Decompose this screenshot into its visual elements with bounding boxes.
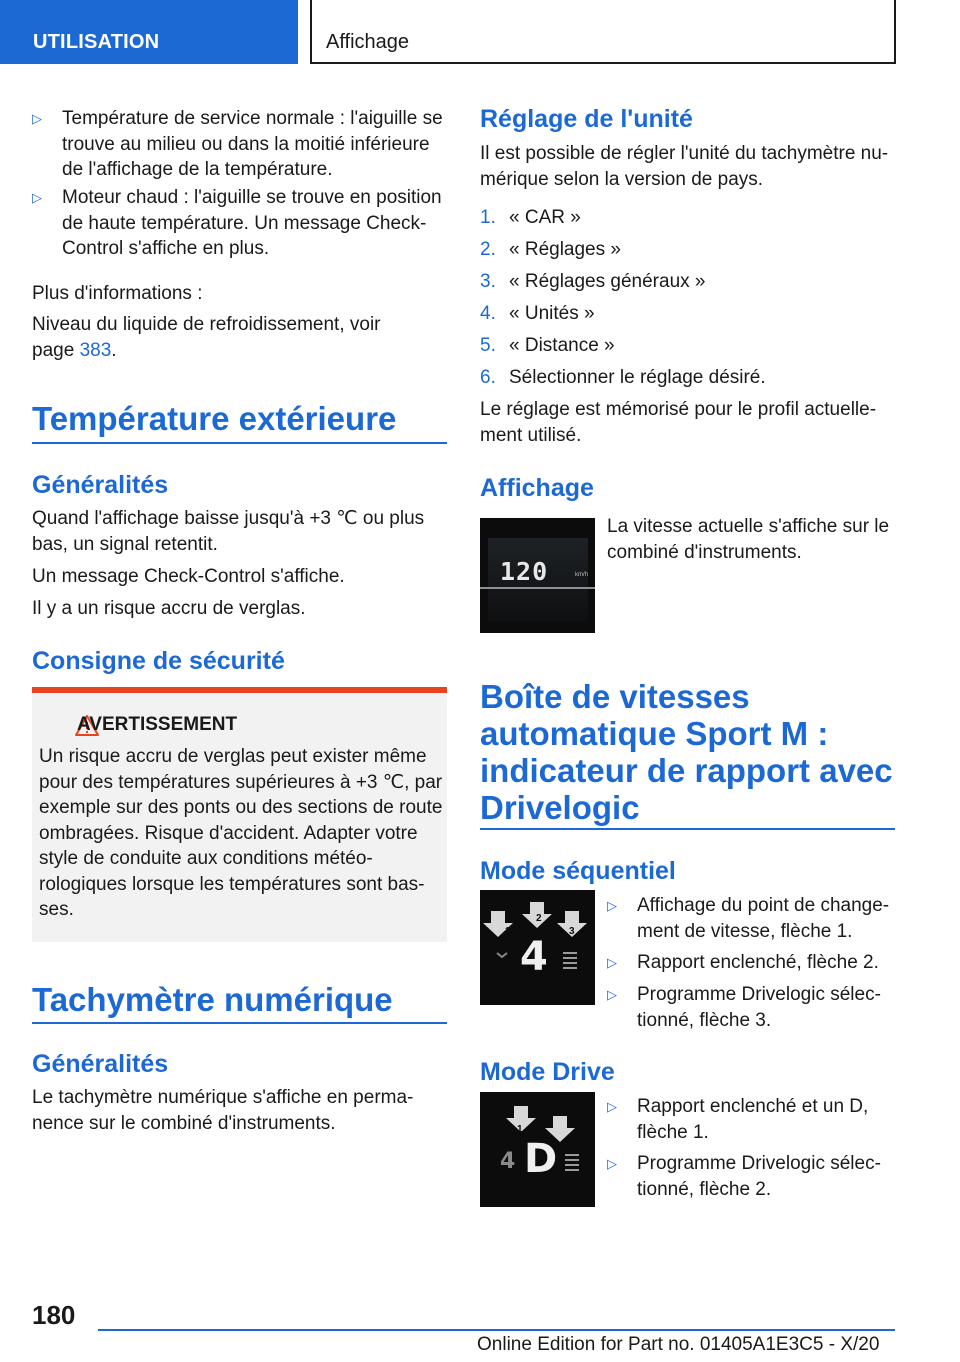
page-number: 180 bbox=[32, 1300, 76, 1330]
paragraph: La vitesse actuelle s'affiche sur le combiné d'instruments. bbox=[607, 516, 890, 563]
triangle-bullet-icon: ▷ bbox=[607, 898, 617, 913]
triangle-bullet-icon: ▷ bbox=[607, 987, 617, 1002]
warning-title: AVERTISSEMENT bbox=[77, 714, 238, 735]
cross-reference: Niveau du liquide de refroidissement, voir page 383. bbox=[32, 314, 381, 361]
svg-text:1: 1 bbox=[505, 926, 511, 937]
triangle-bullet-icon: ▷ bbox=[607, 1156, 617, 1171]
heading-drive-mode: Mode Drive bbox=[480, 1058, 615, 1086]
heading-rule bbox=[32, 442, 447, 444]
gear-number: 4 bbox=[520, 934, 548, 980]
heading-general: Généralités bbox=[32, 1050, 169, 1078]
speed-value: 120 bbox=[500, 557, 549, 586]
edition-text: Online Edition for Part no. 01405A1E3C5 - X/20 bbox=[477, 1334, 880, 1355]
paragraph: Le réglage est mémorisé pour le profil actuelle-ment utilisé. bbox=[480, 399, 877, 446]
more-info-text: Plus d'informations : bbox=[32, 283, 203, 304]
heading-safety: Consigne de sécurité bbox=[32, 647, 285, 675]
heading-rule bbox=[480, 828, 895, 830]
heading-display: Affichage bbox=[480, 474, 594, 502]
paragraph: Un message Check-Control s'affiche. bbox=[32, 566, 345, 587]
page-link[interactable]: 383 bbox=[79, 339, 112, 361]
paragraph: Il est possible de régler l'unité du tachymètre nu-mérique selon la version de pays. bbox=[480, 143, 889, 190]
svg-text:1: 1 bbox=[517, 1124, 523, 1135]
heading-rule bbox=[32, 1022, 447, 1024]
paragraph: Il y a un risque accru de verglas. bbox=[32, 598, 306, 619]
heading-unit-setting: Réglage de l'unité bbox=[480, 105, 693, 133]
topic-tab bbox=[310, 0, 896, 64]
topic-title: Affichage bbox=[326, 31, 410, 53]
svg-text:3: 3 bbox=[569, 926, 575, 937]
speedometer-line bbox=[480, 587, 595, 589]
warning-box bbox=[32, 687, 447, 942]
speedometer-image bbox=[480, 518, 595, 633]
triangle-bullet-icon: ▷ bbox=[32, 190, 42, 205]
sequential-mode-image bbox=[480, 890, 595, 1005]
small-gear-number: 4 bbox=[500, 1149, 516, 1174]
speed-unit: km/h bbox=[575, 572, 589, 578]
svg-text:2: 2 bbox=[536, 913, 542, 924]
paragraph: Quand l'affichage baisse jusqu'à +3 ℃ ou plus bas, un signal retentit. bbox=[32, 508, 425, 555]
section-tab bbox=[0, 0, 298, 64]
triangle-bullet-icon: ▷ bbox=[32, 111, 42, 126]
section-title: UTILISATION bbox=[33, 31, 160, 53]
heading-digital-speedometer: Tachymètre numérique bbox=[32, 981, 393, 1018]
warning-bar bbox=[32, 687, 447, 693]
heading-gearbox: Boîte de vitesses automatique Sport M : indicateur de rapport avec Drivelogic bbox=[480, 678, 893, 826]
svg-text:2: 2 bbox=[569, 1132, 575, 1143]
heading-outside-temperature: Température extérieure bbox=[32, 400, 397, 437]
warning-text: Un risque accru de verglas peut exister même pour des températures supérieures à +3 ℃, par exemple sur des ponts ou des sections de route ombragées. Risque d'accident. Adapter votre style de conduite aux conditions météo-rologiques lorsque les températures sont bas-ses. bbox=[39, 746, 443, 920]
drive-mode-image bbox=[480, 1092, 595, 1207]
triangle-bullet-icon: ▷ bbox=[607, 955, 617, 970]
paragraph: Le tachymètre numérique s'affiche en perma-nence sur le combiné d'instruments. bbox=[32, 1087, 414, 1134]
triangle-bullet-icon: ▷ bbox=[607, 1099, 617, 1114]
heading-general: Généralités bbox=[32, 471, 169, 499]
drive-letter: D bbox=[524, 1136, 558, 1182]
footer-rule bbox=[98, 1329, 895, 1331]
heading-sequential-mode: Mode séquentiel bbox=[480, 857, 676, 885]
